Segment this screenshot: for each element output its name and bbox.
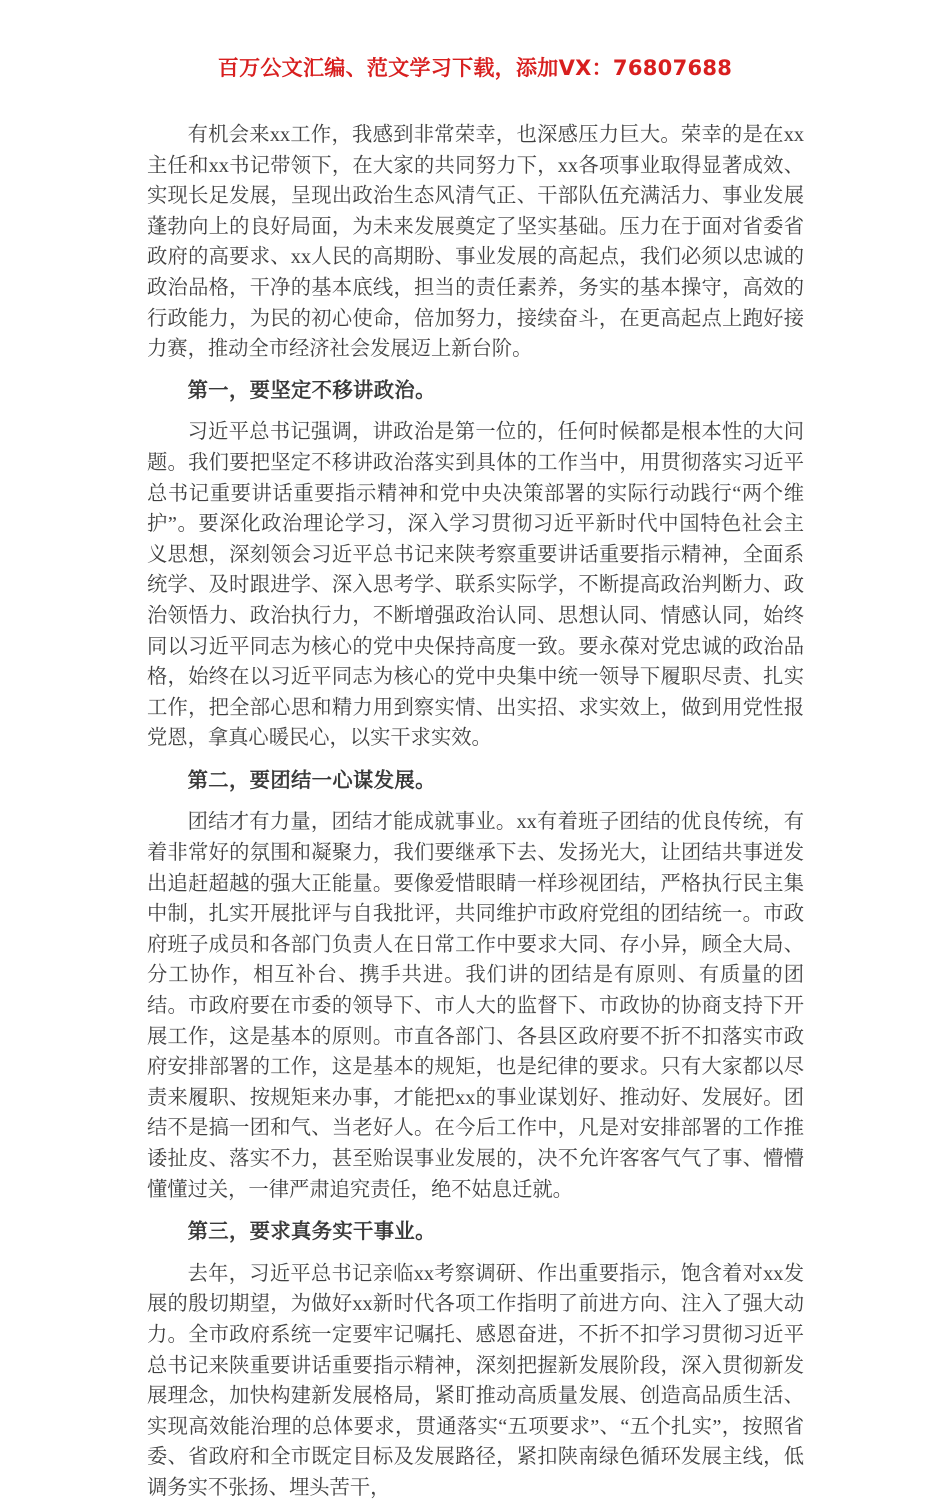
section-two-paragraph: 团结才有力量，团结才能成就事业。xx有着班子团结的优良传统，有着非常好的氛围和凝聚力，我们要继承下去、发扬光大，让团结共事迸发出追赶超越的强大正能量。要像爱惜眼睛一样珍视团结，严格执行民主集中制，扎实开展批评与自我批评，共同维护市政府党组的团结统一。市政府班子成员和各部门负责人在日常工作中要求大同、存小异，顾全大局、分工协作，相互补台、携手共进。我们讲的团结是有原则、有质量的团结。市政府要在市委的领导下、市人大的监督下、市政协的协商支持下开展工作，这是基本的原则。市直各部门、各县区政府要不折不扣落实市政府安排部署的工作，这是基本的规矩，也是纪律的要求。只有大家都以尽责来履职、按规矩来办事，才能把xx的事业谋划好、推动好、发展好。团结不是搞一团和气、当老好人。在今后工作中，凡是对安排部署的工作推诿扯皮、落实不力，甚至贻误事业发展的，决不允许客客气气了事、懵懵懂懂过关，一律严肃追究责任，绝不姑息迁就。 bbox=[147, 811, 804, 1201]
section-one-paragraph: 习近平总书记强调，讲政治是第一位的，任何时候都是根本性的大问题。我们要把坚定不移讲政治落实到具体的工作当中，用贯彻落实习近平总书记重要讲话重要指示精神和党中央决策部署的实际行动践行“两个维护”。要深化政治理论学习，深入学习贯彻习近平新时代中国特色社会主义思想，深刻领会习近平总书记来陕考察重要讲话重要指示精神，全面系统学、及时跟进学、深入思考学、联系实际学，不断提高政治判断力、政治领悟力、政治执行力，不断增强政治认同、思想认同、情感认同，始终同以习近平同志为核心的党中央保持高度一致。要永葆对党忠诚的政治品格，始终在以习近平同志为核心的党中央集中统一领导下履职尽责、扎实工作，把全部心思和精力用到察实情、出实招、求实效上，做到用党性报党恩，拿真心暖民心，以实干求实效。 bbox=[147, 421, 804, 750]
intro-paragraph: 有机会来xx工作，我感到非常荣幸，也深感压力巨大。荣幸的是在xx主任和xx书记带领下，在大家的共同努力下，xx各项事业取得显著成效、实现长足发展，呈现出政治生态风清气正、干部队伍充满活力、事业发展蓬勃向上的良好局面，为未来发展奠定了坚实基础。压力在于面对省委省政府的高要求、xx人民的高期盼、事业发展的高起点，我们必须以忠诚的政治品格，干净的基本底线，担当的责任素养，务实的基本操守，高效的行政能力，为民的初心使命，倍加努力，接续奋斗，在更高起点上跑好接力赛，推动全市经济社会发展迈上新台阶。 bbox=[147, 124, 804, 361]
block-spacer bbox=[147, 406, 804, 417]
promo-banner-text: 百万公文汇编、范文学习下载，添加VX：76807688 bbox=[217, 56, 733, 80]
block-spacer bbox=[147, 754, 804, 766]
document-body bbox=[147, 120, 804, 1504]
promo-banner bbox=[0, 56, 950, 81]
block-spacer bbox=[147, 1205, 804, 1217]
block-spacer bbox=[147, 796, 804, 807]
heading-one: 第一，要坚定不移讲政治。 bbox=[187, 379, 436, 402]
block-spacer bbox=[147, 1248, 804, 1259]
block-spacer bbox=[147, 365, 804, 376]
heading-two: 第二，要团结一心谋发展。 bbox=[187, 769, 436, 792]
section-three-paragraph: 去年，习近平总书记亲临xx考察调研、作出重要指示，饱含着对xx发展的殷切期望，为做好xx新时代各项工作指明了前进方向、注入了强大动力。全市政府系统一定要牢记嘱托、感恩奋进，不折不扣学习贯彻习近平总书记来陕重要讲话重要指示精神，深刻把握新发展阶段，深入贯彻新发展理念，加快构建新发展格局，紧盯推动高质量发展、创造高品质生活、实现高效能治理的总体要求，贯通落实“五项要求”、“五个扎实”，按照省委、省政府和全市既定目标及发展路径，紧扣陕南绿色循环发展主线，低调务实不张扬、埋头苦干， bbox=[147, 1262, 804, 1499]
heading-three: 第三，要求真务实干事业。 bbox=[187, 1221, 436, 1244]
